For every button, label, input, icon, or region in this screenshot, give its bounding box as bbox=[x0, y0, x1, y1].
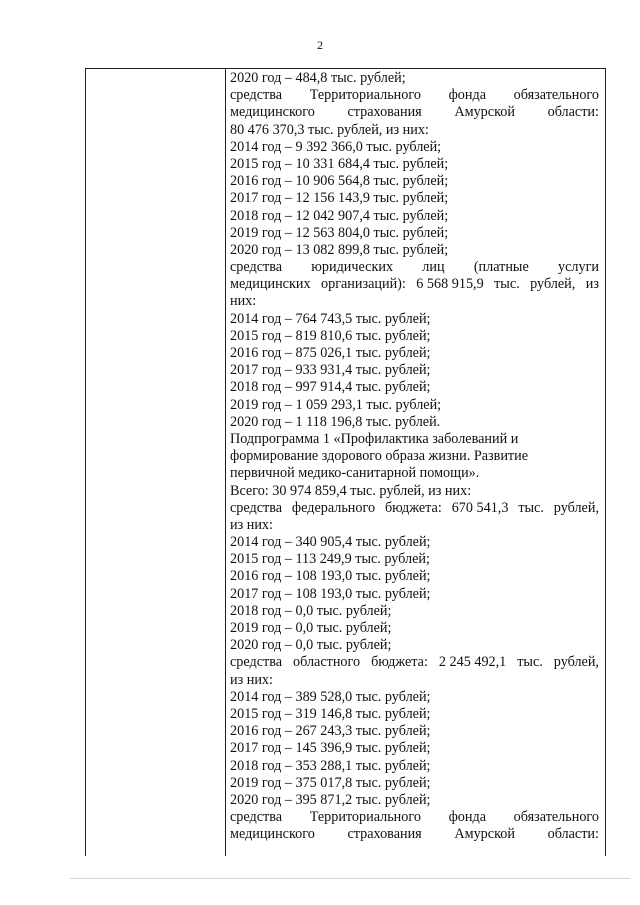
text-line: 2019 год – 1 059 293,1 тыс. рублей; bbox=[230, 396, 442, 413]
text-line: формирование здорового образа жизни. Развитие bbox=[230, 448, 529, 465]
text-line: 2020 год – 0,0 тыс. рублей; bbox=[230, 637, 392, 654]
table-right-cell bbox=[226, 69, 605, 856]
text-word: средства bbox=[230, 499, 283, 516]
text-word: бюджета: bbox=[384, 499, 442, 516]
text-line: 2020 год – 13 082 899,8 тыс. рублей; bbox=[230, 241, 449, 258]
text-word: областного bbox=[293, 654, 361, 671]
text-line: 2016 год – 267 243,3 тыс. рублей; bbox=[230, 723, 431, 740]
text-word: средства bbox=[230, 87, 283, 104]
text-line: из них: bbox=[230, 671, 273, 688]
text-line: первичной медико-санитарной помощи». bbox=[230, 465, 480, 482]
text-line: 2015 год – 319 146,8 тыс. рублей; bbox=[230, 705, 431, 722]
funding-table bbox=[85, 68, 606, 856]
text-word: обязательного bbox=[513, 87, 599, 104]
text-line bbox=[230, 259, 599, 276]
text-line: 2016 год – 875 026,1 тыс. рублей; bbox=[230, 345, 431, 361]
text-word: страхования bbox=[347, 826, 422, 843]
text-word: (платные bbox=[473, 259, 529, 276]
text-line: 2014 год – 764 743,5 тыс. рублей; bbox=[230, 310, 431, 327]
text-word: бюджета: bbox=[371, 654, 428, 671]
table-left-cell bbox=[86, 69, 226, 856]
text-word: тыс. bbox=[494, 276, 520, 293]
text-word: средства bbox=[230, 259, 283, 276]
text-word: 2 245 492,1 bbox=[438, 654, 507, 671]
text-word: федерального bbox=[291, 499, 376, 516]
text-line: 2018 год – 0,0 тыс. рублей; bbox=[230, 602, 392, 619]
text-line: 2019 год – 12 563 804,0 тыс. рублей; bbox=[230, 224, 449, 241]
text-word: юридических bbox=[311, 259, 394, 276]
text-word: медицинского bbox=[230, 826, 315, 843]
text-word: страхования bbox=[347, 104, 422, 121]
text-line bbox=[230, 104, 599, 121]
text-word: медицинского bbox=[230, 104, 315, 121]
text-word: рублей, bbox=[553, 654, 599, 671]
text-word: области: bbox=[547, 826, 599, 843]
text-word: средства bbox=[230, 654, 283, 671]
text-line: 2015 год – 819 810,6 тыс. рублей; bbox=[230, 327, 431, 344]
text-word: 6 568 915,9 bbox=[416, 276, 484, 293]
text-word: рублей, bbox=[553, 499, 599, 516]
text-line bbox=[230, 809, 599, 826]
text-word: Амурской bbox=[454, 826, 515, 843]
text-word: услуги bbox=[558, 259, 599, 276]
text-line: них: bbox=[230, 293, 257, 310]
text-word: обязательного bbox=[513, 809, 599, 826]
text-line: 2020 год – 395 871,2 тыс. рублей; bbox=[230, 791, 431, 808]
text-word: организаций): bbox=[321, 276, 406, 293]
text-word: Территориального bbox=[309, 809, 421, 826]
text-line: 2020 год – 1 118 196,8 тыс. рублей. bbox=[230, 413, 441, 430]
text-line: 2019 год – 0,0 тыс. рублей; bbox=[230, 620, 392, 636]
text-line bbox=[230, 654, 599, 671]
text-word: фонда bbox=[448, 809, 486, 826]
text-word: рублей, bbox=[530, 276, 576, 293]
text-line: из них: bbox=[230, 516, 273, 533]
text-line bbox=[230, 500, 599, 517]
text-line: 2014 год – 389 528,0 тыс. рублей; bbox=[230, 688, 431, 705]
text-word: тыс. bbox=[518, 499, 544, 516]
text-line: 2018 год – 353 288,1 тыс. рублей; bbox=[230, 757, 431, 774]
text-line: 2015 год – 10 331 684,4 тыс. рублей; bbox=[230, 155, 449, 172]
text-line: 80 476 370,3 тыс. рублей, из них: bbox=[230, 121, 429, 138]
text-line: 2016 год – 10 906 564,8 тыс. рублей; bbox=[230, 173, 449, 190]
text-line: 2018 год – 997 914,4 тыс. рублей; bbox=[230, 379, 431, 396]
text-line: 2015 год – 113 249,9 тыс. рублей; bbox=[230, 551, 430, 568]
text-line: 2017 год – 12 156 143,9 тыс. рублей; bbox=[230, 190, 449, 207]
text-line: 2017 год – 145 396,9 тыс. рублей; bbox=[230, 740, 431, 757]
text-line: 2020 год – 484,8 тыс. рублей; bbox=[230, 70, 406, 86]
text-line bbox=[230, 87, 599, 104]
text-line bbox=[230, 276, 599, 293]
text-word: медицинских bbox=[230, 276, 311, 293]
text-line bbox=[230, 826, 599, 843]
text-line: Всего: 30 974 859,4 тыс. рублей, из них: bbox=[230, 482, 472, 499]
text-word: из bbox=[585, 276, 599, 293]
text-word: лиц bbox=[422, 259, 445, 276]
text-word: Амурской bbox=[454, 104, 515, 121]
page-number: 2 bbox=[317, 38, 323, 52]
scan-edge-line bbox=[70, 878, 630, 879]
text-word: средства bbox=[230, 809, 283, 826]
text-word: 670 541,3 bbox=[451, 499, 509, 516]
text-word: тыс. bbox=[517, 654, 543, 671]
text-word: Территориального bbox=[309, 87, 421, 104]
text-line: 2018 год – 12 042 907,4 тыс. рублей; bbox=[230, 207, 449, 224]
text-line: 2014 год – 9 392 366,0 тыс. рублей; bbox=[230, 138, 442, 155]
text-line: 2017 год – 933 931,4 тыс. рублей; bbox=[230, 362, 431, 379]
text-line: 2016 год – 108 193,0 тыс. рублей; bbox=[230, 568, 431, 585]
text-line: 2017 год – 108 193,0 тыс. рублей; bbox=[230, 585, 431, 602]
text-word: фонда bbox=[448, 87, 486, 104]
text-line: Подпрограмма 1 «Профилактика заболеваний и bbox=[230, 430, 519, 447]
text-line: 2014 год – 340 905,4 тыс. рублей; bbox=[230, 534, 431, 551]
text-word: области: bbox=[547, 104, 599, 121]
text-line: 2019 год – 375 017,8 тыс. рублей; bbox=[230, 774, 431, 791]
